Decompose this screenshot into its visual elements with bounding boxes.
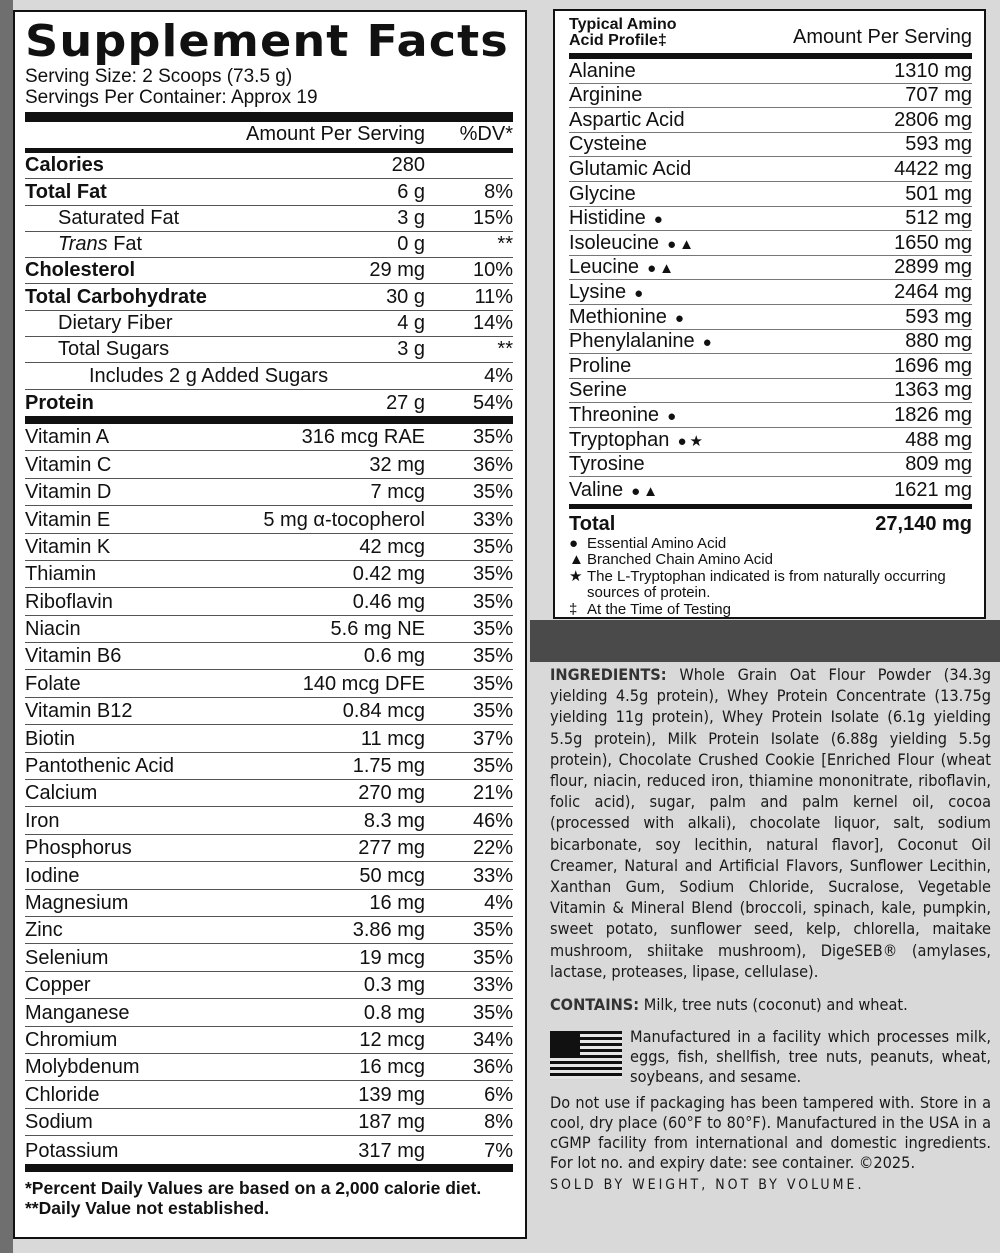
legend-text: Essential Amino Acid (587, 534, 727, 552)
header-amount: Amount Per Serving (246, 123, 425, 145)
footnote-not-established: **Daily Value not established. (25, 1197, 270, 1218)
amino-name-text: Tyrosine (569, 453, 645, 476)
vitamin-dv: 35% (472, 618, 513, 641)
vitamin-name: Iron (25, 809, 60, 832)
amino-name-text: Threonine (569, 403, 660, 426)
vitamin-amount: 50 mcg (359, 864, 425, 887)
vitamin-dv: 7% (484, 1139, 513, 1162)
nutrient-name: Calories (25, 154, 104, 177)
amino-name (569, 379, 894, 402)
amino-row (569, 403, 972, 428)
amino-name (569, 453, 905, 476)
legend-item (569, 602, 972, 619)
amino-name-text: Valine (569, 478, 624, 501)
nutrient-row (25, 390, 513, 416)
divider-thick (25, 112, 513, 122)
amino-value: 2899 mg (894, 256, 972, 279)
ingredients-label: INGREDIENTS: (550, 665, 667, 684)
amino-name (569, 306, 905, 329)
nutrient-amount: 30 g (386, 285, 425, 308)
nutrient-dv: 4% (484, 364, 513, 387)
vitamin-dv: 4% (484, 892, 513, 914)
vitamin-amount: 32 mg (369, 453, 425, 476)
amino-list (569, 59, 972, 502)
nutrient-amount: 280 (391, 154, 425, 177)
amino-name (569, 232, 894, 255)
nutrient-name: Total Carbohydrate (25, 285, 207, 308)
amino-value: 880 mg (905, 330, 972, 353)
amino-row (569, 453, 972, 478)
legend-item (569, 569, 972, 602)
nutrient-dv: 11% (474, 285, 513, 308)
amino-name-text: Proline (569, 354, 632, 377)
contains-label: CONTAINS: (550, 995, 640, 1015)
vitamin-amount: 0.46 mg (352, 590, 425, 613)
amino-total (569, 509, 972, 536)
amino-header (569, 17, 972, 49)
amino-value: 1363 mg (894, 379, 972, 402)
amino-name-text: Phenylalanine (569, 330, 695, 353)
amino-name-text: Histidine (569, 207, 646, 230)
amino-value: 707 mg (905, 84, 972, 107)
amino-value: 512 mg (905, 207, 972, 230)
amino-name (569, 183, 905, 206)
vitamin-amount: 0.8 mg (363, 1001, 425, 1024)
vitamin-amount: 7 mcg (370, 481, 425, 504)
amino-name (569, 429, 905, 452)
legend-item (569, 536, 972, 553)
amino-name-text: Cysteine (569, 133, 647, 156)
vitamin-row (25, 479, 513, 506)
vitamin-name: Vitamin K (25, 535, 111, 558)
vitamin-amount: 8.3 mg (363, 809, 425, 832)
header-dv: %DV* (459, 123, 513, 145)
vitamin-name: Vitamin E (25, 508, 111, 531)
vitamin-dv: 33% (472, 508, 513, 531)
amino-row (569, 182, 972, 207)
amino-row (569, 330, 972, 355)
amino-acid-panel (553, 9, 986, 619)
vitamin-name: Iodine (25, 864, 80, 887)
amino-total-label: Total (569, 512, 616, 535)
macro-list (25, 153, 513, 416)
usa-flag-icon (550, 1031, 622, 1079)
vitamin-dv: 8% (484, 1111, 513, 1134)
amino-row (569, 256, 972, 281)
vitamin-row (25, 862, 513, 889)
amino-row (569, 477, 972, 502)
amino-name (569, 256, 894, 279)
nutrient-name: Saturated Fat (58, 206, 180, 229)
vitamin-row (25, 1136, 513, 1163)
amino-name-text: Isoleucine (569, 231, 660, 254)
nutrient-dv: 10% (472, 259, 513, 282)
vitamin-row (25, 807, 513, 834)
vitamin-amount: 317 mg (358, 1139, 425, 1162)
legend-symbol-icon: ▲ (569, 551, 584, 569)
amino-name-text: Glutamic Acid (569, 157, 692, 180)
vitamin-amount: 0.6 mg (363, 645, 425, 668)
nutrient-row (25, 363, 513, 389)
vitamin-amount: 187 mg (358, 1111, 425, 1134)
vitamin-dv: 35% (472, 535, 513, 558)
amino-row (569, 84, 972, 109)
nutrient-name: Protein (25, 391, 94, 414)
vitamin-dv: 35% (472, 1001, 513, 1024)
vitamin-name: Copper (25, 974, 91, 997)
legend-symbol-icon: ● (569, 534, 579, 552)
amino-value: 1826 mg (894, 403, 972, 426)
amino-row (569, 428, 972, 453)
amino-value: 4422 mg (894, 157, 972, 180)
amino-name-text: Tryptophan (569, 428, 670, 451)
vitamin-row (25, 944, 513, 971)
nutrient-name: Total Fat (25, 180, 107, 203)
legend-text: Branched Chain Amino Acid (587, 551, 773, 569)
nutrient-dv: ** (497, 338, 513, 361)
amino-row (569, 157, 972, 182)
nutrient-amount: 4 g (397, 312, 425, 335)
footnotes (25, 1172, 513, 1218)
nutrient-amount: 6 g (397, 180, 425, 203)
vitamin-dv: 35% (472, 700, 513, 723)
amino-symbol-icon: ●▲ (631, 482, 662, 500)
amino-value: 593 mg (905, 305, 972, 328)
vitamin-name: Phosphorus (25, 837, 132, 860)
vitamin-dv: 33% (472, 864, 513, 887)
vitamin-amount: 16 mg (369, 892, 425, 914)
amino-value: 1621 mg (894, 478, 972, 501)
amino-symbol-icon: ● (634, 284, 647, 302)
amino-symbol-icon: ●▲ (647, 260, 677, 278)
legend-symbol-icon: ★ (569, 567, 583, 585)
vitamin-row (25, 670, 513, 697)
vitamin-row (25, 1054, 513, 1081)
amino-row (569, 379, 972, 404)
amino-row (569, 305, 972, 330)
vitamin-dv: 35% (472, 590, 513, 613)
vitamin-amount: 140 mcg DFE (302, 672, 425, 695)
nutrient-amount: 3 g (397, 338, 425, 361)
facility-row (550, 1027, 991, 1087)
amino-value: 1310 mg (894, 59, 972, 82)
contains-text: Milk, tree nuts (coconut) and wheat. (643, 995, 908, 1015)
amino-name (569, 281, 894, 304)
amino-name-text: Leucine (569, 256, 640, 279)
amino-row (569, 354, 972, 379)
vitamin-amount: 139 mg (358, 1083, 425, 1106)
sold-by-weight: SOLD BY WEIGHT, NOT BY VOLUME. (550, 1177, 865, 1194)
vitamin-name: Folate (25, 672, 81, 695)
nutrient-name: Cholesterol (25, 259, 136, 282)
amino-name (569, 330, 905, 353)
vitamin-dv: 35% (472, 563, 513, 586)
amino-name (569, 109, 894, 132)
vitamin-dv: 33% (472, 974, 513, 997)
vitamin-row (25, 999, 513, 1026)
nutrient-row (25, 206, 513, 232)
nutrient-row (25, 284, 513, 310)
amino-value: 501 mg (905, 182, 972, 205)
vitamin-row (25, 972, 513, 999)
vitamin-row (25, 451, 513, 478)
vitamin-row (25, 725, 513, 752)
amino-name (569, 404, 894, 427)
supplement-facts-panel (13, 10, 527, 1239)
vitamin-dv: 36% (472, 453, 513, 476)
vitamin-amount: 270 mg (358, 782, 425, 805)
vitamin-amount: 316 mcg RAE (301, 426, 425, 449)
vitamin-dv: 34% (472, 1028, 513, 1051)
vitamin-name: Thiamin (25, 563, 97, 586)
amino-title-line2: Acid Profile‡ (569, 32, 667, 49)
vitamin-row (25, 890, 513, 917)
nutrient-row (25, 232, 513, 258)
nutrient-name: Total Sugars (58, 338, 170, 361)
vitamin-amount: 0.42 mg (352, 563, 425, 586)
vitamin-dv: 6% (484, 1083, 513, 1106)
amino-name (569, 207, 905, 230)
vitamin-row (25, 835, 513, 862)
divider-thick (25, 416, 513, 424)
legend-text: The L-Tryptophan indicated is from naturally occurring sources of protein. (587, 567, 946, 602)
amino-symbol-icon: ● (653, 211, 666, 229)
amino-title (569, 17, 677, 49)
amino-name-text: Arginine (569, 84, 643, 107)
vitamin-dv: 35% (472, 481, 513, 504)
vitamin-dv: 37% (472, 727, 513, 750)
amino-name (569, 84, 905, 107)
vitamin-dv: 35% (472, 426, 513, 449)
vitamin-list (25, 424, 513, 1164)
nutrient-amount: 3 g (397, 206, 425, 229)
amino-row (569, 231, 972, 256)
amino-name-text: Aspartic Acid (569, 108, 685, 131)
legend-text: At the Time of Testing (587, 600, 731, 618)
vitamin-row (25, 753, 513, 780)
vitamin-dv: 35% (472, 672, 513, 695)
amino-legend (569, 536, 972, 619)
amino-row (569, 280, 972, 305)
amino-name (569, 60, 894, 83)
amino-name (569, 479, 894, 502)
nutrient-amount: 27 g (386, 391, 425, 414)
vitamin-name: Manganese (25, 1001, 130, 1024)
vitamin-name: Potassium (25, 1139, 119, 1162)
amino-symbol-icon: ●★ (677, 432, 706, 450)
vitamin-row (25, 1027, 513, 1054)
amino-row (569, 133, 972, 158)
ingredients-paragraph (550, 664, 991, 982)
amino-name-text: Alanine (569, 59, 636, 82)
ingredients-text: Whole Grain Oat Flour Powder (34.3g yielding 4.5g protein), Whey Protein Concentrate (13.75g yielding 11g protein), Whey Protein Isolate (6.1g yielding 5.5g protein), Milk Protein Isolate (6.88g yielding 5.5g protein), Chocolate Crushed Cookie [Enriched Flour (wheat flour, niacin, reduced iron, thiamine mononitrate, riboflavin, folic acid), sugar, palm and palm kernel oil, cocoa (processed with alkali), chocolate liquor, salt, sodium bicarbonate, soy lecithin, natural flavor], Coconut Oil Creamer, Natural and Artificial Flavors, Sunflower Lecithin, Xanthan Gum, Sodium Chloride, Sucralose, Vegetable Vitamin & Mineral Blend (broccoli, spinach, kale, pumpkin, sweet potato, sunflower seed, kelp, chlorella, maitake mushroom, shiitake mushroom), DigeSEB® (amylases, lactase, proteases, lipase, cellulase). (550, 665, 991, 981)
amino-symbol-icon: ● (674, 309, 687, 327)
amino-value: 1696 mg (894, 354, 972, 377)
amino-name-text: Methionine (569, 305, 667, 328)
amino-symbol-icon: ● (667, 407, 680, 425)
vitamin-amount: 42 mcg (359, 535, 425, 558)
nutrient-amount: 0 g (397, 233, 425, 256)
vitamin-dv: 36% (472, 1056, 513, 1079)
vitamin-dv: 35% (472, 919, 513, 942)
contains-paragraph (550, 994, 991, 1015)
vitamin-row (25, 698, 513, 725)
vitamin-name: Molybdenum (25, 1056, 140, 1079)
legend-symbol-icon: ‡ (569, 600, 578, 618)
vitamin-row (25, 1081, 513, 1108)
nutrient-row (25, 311, 513, 337)
nutrient-row (25, 153, 513, 179)
amino-name-text: Serine (569, 379, 627, 402)
vitamin-amount: 11 mcg (360, 727, 425, 750)
vitamin-name: Calcium (25, 782, 98, 805)
amino-value: 488 mg (905, 428, 972, 451)
vitamin-name: Pantothenic Acid (25, 755, 174, 778)
vitamin-name: Vitamin B12 (25, 700, 133, 723)
vitamin-row (25, 534, 513, 561)
vitamin-row (25, 561, 513, 588)
amino-name-text: Glycine (569, 182, 636, 205)
nutrient-row (25, 258, 513, 284)
amino-name (569, 133, 905, 156)
servings-per-container: Servings Per Container: Approx 19 (25, 87, 318, 108)
amino-row (569, 108, 972, 133)
nutrient-name: Includes 2 g Added Sugars (89, 364, 329, 387)
nutrient-amount: 29 mg (369, 259, 425, 282)
facility-text: Manufactured in a facility which processes milk, eggs, fish, shellfish, tree nuts, peanuts, wheat, soybeans, and sesame. (630, 1027, 991, 1087)
vitamin-amount: 19 mcg (359, 946, 425, 969)
vitamin-amount: 0.3 mg (363, 974, 425, 997)
vitamin-amount: 0.84 mcg (342, 700, 425, 723)
vitamin-amount: 5 mg α-tocopherol (263, 508, 425, 531)
vitamin-name: Chloride (25, 1083, 100, 1106)
vitamin-row (25, 917, 513, 944)
nutrient-row (25, 179, 513, 205)
amino-symbol-icon: ● (702, 334, 715, 352)
vitamin-name: Riboflavin (25, 590, 113, 613)
vitamin-name: Sodium (25, 1111, 93, 1134)
nutrient-name: Trans Fat (58, 233, 143, 256)
vitamin-amount: 1.75 mg (352, 755, 425, 778)
amino-value: 593 mg (905, 133, 972, 156)
vitamin-name: Selenium (25, 946, 109, 969)
vitamin-amount: 16 mcg (359, 1056, 425, 1079)
amino-name (569, 158, 894, 181)
vitamin-dv: 35% (472, 645, 513, 668)
ingredients-section (550, 664, 991, 1196)
facts-title: Supplement Facts (25, 16, 509, 67)
vitamin-row (25, 643, 513, 670)
amino-row (569, 207, 972, 232)
vitamin-name: Chromium (25, 1028, 118, 1051)
amino-value: 2806 mg (894, 108, 972, 131)
amino-value: 2464 mg (894, 280, 972, 303)
background-edge (0, 0, 13, 1253)
vitamin-name: Vitamin D (25, 481, 112, 504)
amino-row (569, 59, 972, 84)
vitamin-dv: 35% (472, 946, 513, 969)
footnote-dv: *Percent Daily Values are based on a 2,000 calorie diet. (25, 1177, 482, 1198)
vitamin-name: Biotin (25, 727, 76, 750)
vitamin-name: Vitamin B6 (25, 645, 122, 668)
background-band (530, 620, 1000, 662)
vitamin-name: Niacin (25, 618, 81, 641)
nutrient-name: Dietary Fiber (58, 312, 173, 335)
amino-symbol-icon: ●▲ (667, 235, 697, 253)
vitamin-name: Vitamin A (25, 426, 110, 449)
vitamin-name: Magnesium (25, 892, 129, 914)
nutrient-dv: 54% (472, 391, 513, 414)
nutrient-dv: 14% (472, 312, 513, 335)
vitamin-row (25, 1109, 513, 1136)
amino-value: 1650 mg (894, 231, 972, 254)
storage-text: Do not use if packaging has been tampered with. Store in a cool, dry place (60°F to 80°F). Manufactured in the USA in a cGMP facility from international and domestic ingredients. For lot no. and expiry date: see container. ©2025. (550, 1093, 991, 1173)
nutrient-dv: 8% (484, 180, 513, 203)
nutrient-dv: 15% (472, 206, 513, 229)
vitamin-amount: 5.6 mg NE (330, 618, 425, 641)
vitamin-row (25, 780, 513, 807)
nutrient-dv: ** (497, 233, 513, 256)
vitamin-row (25, 424, 513, 451)
vitamin-dv: 46% (472, 809, 513, 832)
amino-name (569, 355, 894, 378)
vitamin-name: Zinc (25, 919, 63, 942)
vitamin-dv: 35% (472, 755, 513, 778)
amino-total-value: 27,140 mg (875, 512, 972, 535)
amino-amount-header: Amount Per Serving (793, 26, 972, 48)
vitamin-name: Vitamin C (25, 453, 112, 476)
amino-value: 809 mg (905, 453, 972, 476)
legend-item (569, 552, 972, 569)
vitamin-dv: 22% (472, 837, 513, 860)
nutrient-row (25, 337, 513, 363)
divider-thick (25, 1164, 513, 1172)
vitamin-row (25, 588, 513, 615)
serving-size: Serving Size: 2 Scoops (73.5 g) (25, 66, 293, 87)
amino-title-line1: Typical Amino (569, 16, 677, 33)
vitamin-dv: 21% (472, 782, 513, 805)
vitamin-row (25, 506, 513, 533)
vitamin-amount: 12 mcg (359, 1028, 425, 1051)
vitamin-amount: 277 mg (358, 837, 425, 860)
amino-name-text: Lysine (569, 280, 627, 303)
vitamin-row (25, 616, 513, 643)
facts-header (25, 122, 513, 148)
vitamin-amount: 3.86 mg (352, 919, 425, 942)
